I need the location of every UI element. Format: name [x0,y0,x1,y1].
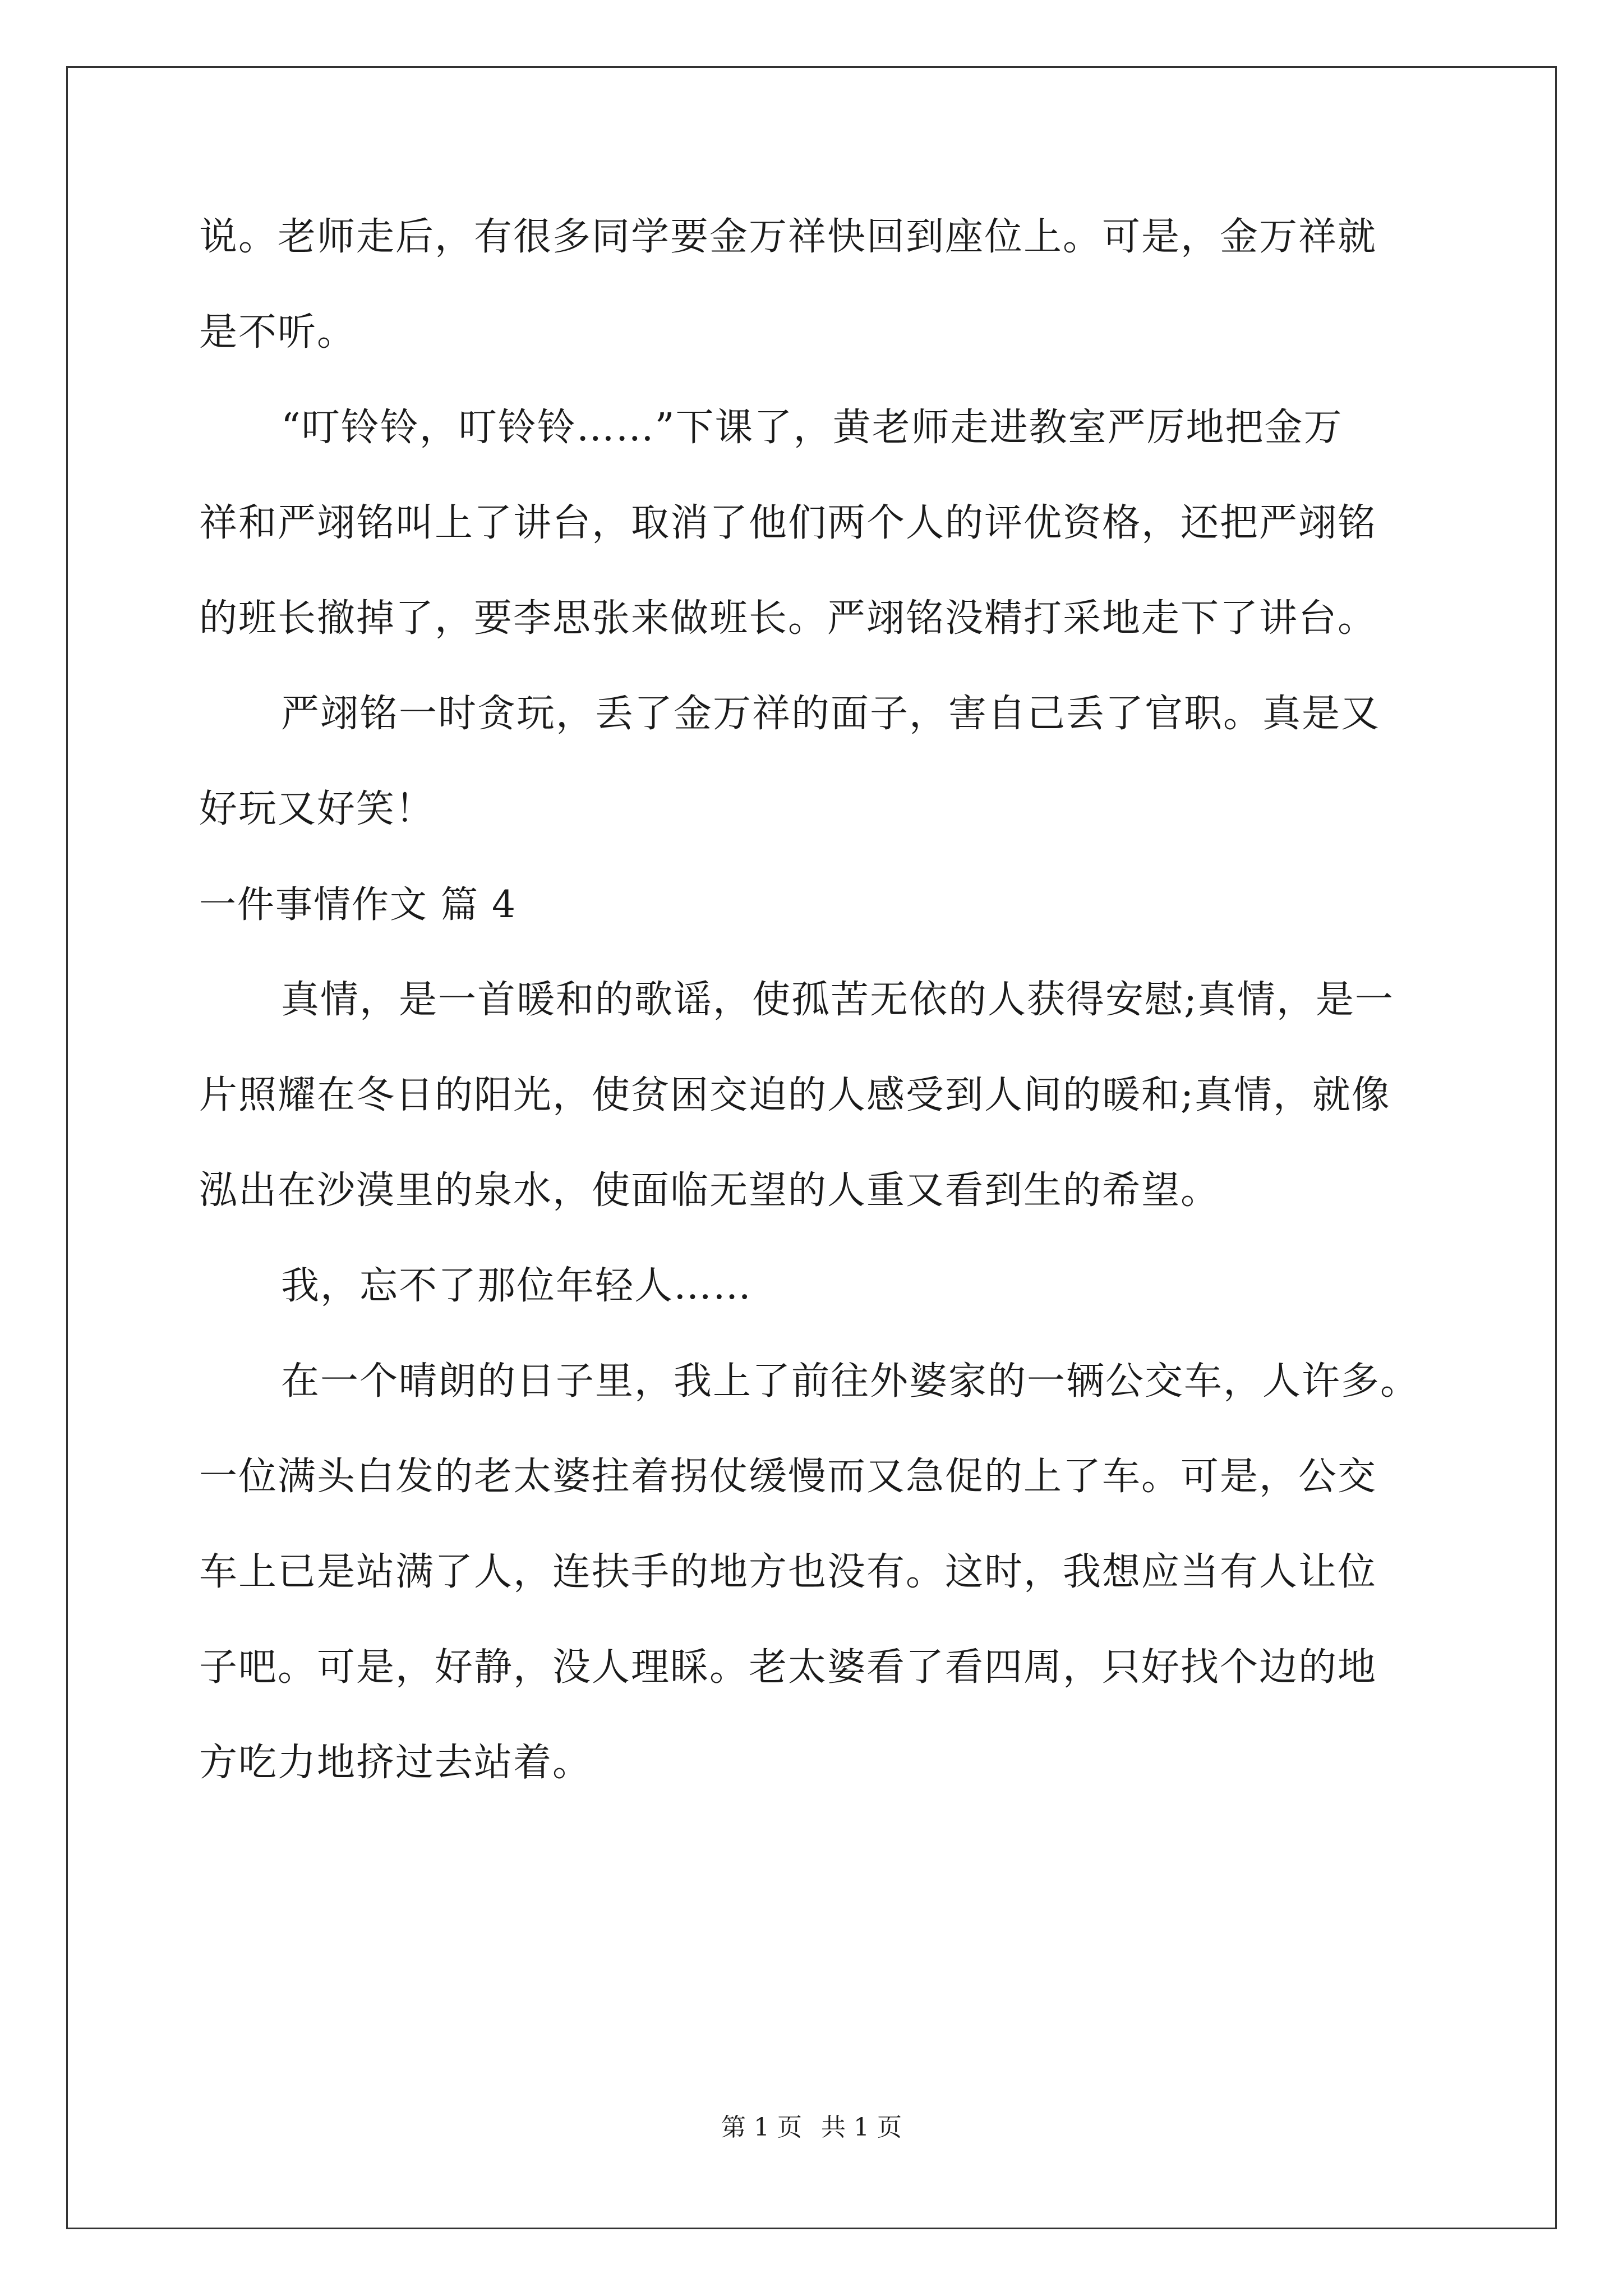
text-line-11: 泓出在沙漠里的泉水，使面临无望的人重又看到生的希望。 [199,1168,1220,1213]
text-line-16: 子吧。可是，好静，没人理睬。老太婆看了看四周，只好找个边的地 [199,1645,1377,1690]
text-line-14: 一位满头白发的老太婆拄着拐仗缓慢而又急促的上了车。可是，公交 [199,1455,1377,1499]
page-footer [0,2112,1623,2143]
page-number-total: 共 1 页 [821,2113,902,2142]
text-line-13: 在一个晴朗的日子里，我上了前往外婆家的一辆公交车，人许多。 [281,1359,1420,1404]
text-line-15: 车上已是站满了人，连扶手的地方也没有。这时，我想应当有人让位 [199,1550,1377,1594]
text-line-9: 真情，是一首暖和的歌谣，使孤苦无依的人获得安慰;真情，是一 [281,978,1394,1022]
document-body [199,213,1433,1834]
page-number-current: 第 1 页 [721,2113,802,2142]
text-line-10: 片照耀在冬日的阳光，使贫困交迫的人感受到人间的暖和;真情，就像 [199,1073,1391,1117]
text-line-6: 严翊铭一时贪玩，丢了金万祥的面子，害自己丢了官职。真是又 [281,692,1381,736]
section-heading: 一件事情作文 篇 4 [199,883,517,926]
text-line-2: 是不听。 [199,310,357,355]
text-line-17: 方吃力地挤过去站着。 [199,1741,592,1785]
text-line-12: 我，忘不了那位年轻人…… [281,1264,753,1308]
text-line-7: 好玩又好笑！ [199,787,435,831]
text-line-5: 的班长撤掉了，要李思张来做班长。严翊铭没精打采地走下了讲台。 [199,596,1377,641]
text-line-3: “叮铃铃，叮铃铃……”下课了，黄老师走进教室严厉地把金万 [281,406,1343,450]
text-line-4: 祥和严翊铭叫上了讲台，取消了他们两个人的评优资格，还把严翊铭 [199,501,1377,545]
text-line-1: 说。老师走后，有很多同学要金万祥快回到座位上。可是，金万祥就 [199,215,1377,259]
